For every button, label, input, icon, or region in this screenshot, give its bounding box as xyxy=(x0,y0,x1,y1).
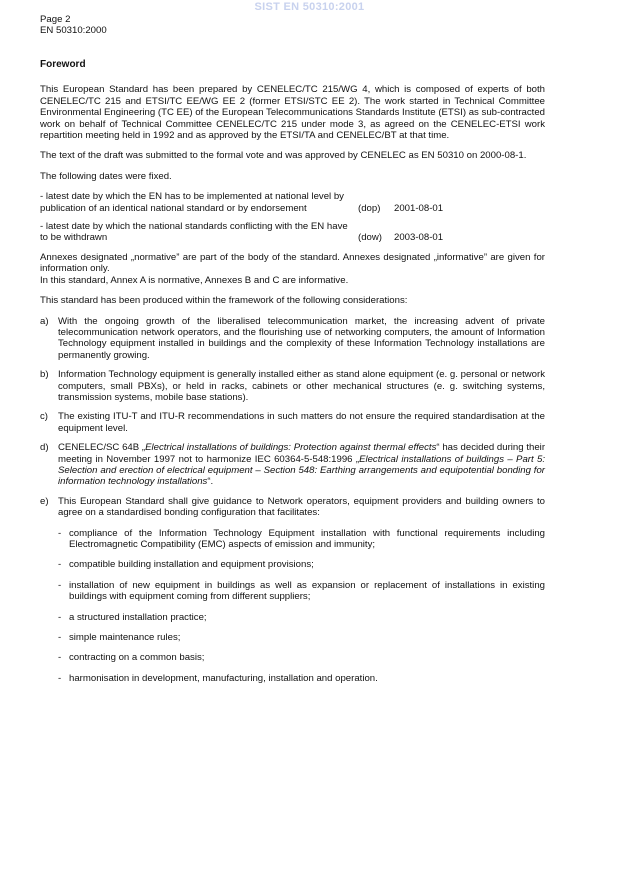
date-row xyxy=(40,221,545,244)
sub-item-text: a structured installation practice; xyxy=(69,611,207,623)
document-id: EN 50310:2000 xyxy=(40,25,107,36)
sub-list-item xyxy=(58,559,545,570)
sub-list-item xyxy=(58,632,545,643)
dash-bullet: - xyxy=(58,579,62,591)
sub-list xyxy=(58,528,545,685)
item-label: d) xyxy=(40,442,49,454)
sub-item-text: compliance of the Information Technology Equipment installation with functional requirements including Electromagnetic Compatibility (EMC) aspects of emission and immunity; xyxy=(69,527,545,550)
date-value: 2003-08-01 xyxy=(394,232,444,244)
item-text: Information Technology equipment is generally installed either as stand alone equipment (e. g. personal or network computers, small PBXs), or held in racks, cabinets or other mechanical structures (e. g. switching systems, transmission systems, mobile base stations). xyxy=(58,369,545,403)
sub-item-text: installation of new equipment in buildings as well as expansion or replacement of installations in existing buildings with equipment coming from different suppliers; xyxy=(69,579,545,603)
item-text: With the ongoing growth of the liberalised telecommunication market, the increasing advent of private telecommunication network operators, and the flourishing use of networking computers, the amount of Information Technology equipment installed in buildings and the complexity of these Information Technology installations are permanently growing. xyxy=(58,315,545,361)
sub-list-item xyxy=(58,580,545,603)
item-label: e) xyxy=(40,495,49,507)
considerations-intro: This standard has been produced within the framework of the following considerations: xyxy=(40,295,408,307)
sub-item-text: compatible building installation and equipment provisions; xyxy=(69,559,314,571)
date-description: - latest date by which the national standards conflicting with the EN have to be withdrawn xyxy=(40,221,348,244)
list-item xyxy=(40,369,545,403)
dash-bullet: - xyxy=(58,672,62,684)
item-text xyxy=(58,496,545,693)
date-row xyxy=(40,191,545,214)
watermark: SIST EN 50310:2001 xyxy=(254,1,365,13)
vote-paragraph: The text of the draft was submitted to the formal vote and was approved by CENELEC as EN 50310 on 2000-08-1. xyxy=(40,150,527,162)
dates-table xyxy=(40,191,545,244)
page-header xyxy=(40,14,545,36)
date-description: - latest date by which the EN has to be implemented at national level by publication of an identical national standard or by endorsement xyxy=(40,191,344,214)
date-value: 2001-08-01 xyxy=(394,202,444,214)
sub-item-text: contracting on a common basis; xyxy=(69,652,205,664)
dash-bullet: - xyxy=(58,652,62,664)
dash-bullet: - xyxy=(58,527,62,539)
list-item xyxy=(40,496,545,693)
intro-paragraph: This European Standard has been prepared by CENELEC/TC 215/WG 4, which is composed of experts of both CENELEC/TC 215 and ETSI/TC EE/WG EE 2 (former ETSI/STC EE 2). The work started in Technical Committee Environmental Engineering (TC EE) of the European Telecommunications Standards Institute (ETSI) as sub-contracted work on behalf of Technical Committee CENELEC/TC 215 under mode 3, as agreed on the CENELEC-ETSI work repartition meeting held in 1992 and as approved by the ETSI/TA and CENELEC/BT at that time. xyxy=(40,84,545,142)
sub-list-item xyxy=(58,673,545,684)
item-label: c) xyxy=(40,411,48,423)
item-text xyxy=(58,442,545,488)
sub-list-item xyxy=(58,652,545,663)
sub-item-text: harmonisation in development, manufacturing, installation and operation. xyxy=(69,672,378,684)
item-text-italic: Electrical installations of buildings: Protection against thermal effects xyxy=(145,442,437,454)
dash-bullet: - xyxy=(58,611,62,623)
list-item xyxy=(40,316,545,362)
sub-list-item xyxy=(58,528,545,551)
annex-note-detail: In this standard, Annex A is normative, Annexes B and C are informative. xyxy=(40,274,349,286)
sub-list-item xyxy=(58,612,545,623)
item-label: b) xyxy=(40,369,49,381)
date-code: (dow) xyxy=(358,232,382,244)
annex-note: Annexes designated „normative” are part of the body of the standard. Annexes designated „informative” are given for information only. xyxy=(40,251,545,275)
dash-bullet: - xyxy=(58,632,62,644)
dates-intro: The following dates were fixed. xyxy=(40,170,172,182)
page-number: Page 2 xyxy=(40,14,71,25)
item-text-part: CENELEC/SC 64B „ xyxy=(58,442,146,454)
item-text: The existing ITU-T and ITU-R recommendations in such matters do not ensure the required standardisation at the equipment level. xyxy=(58,411,545,434)
list-item xyxy=(40,411,545,434)
item-text-intro: This European Standard shall give guidance to Network operators, equipment providers and building owners to agree on a standardised bonding configuration that facilitates: xyxy=(58,495,545,519)
list-item xyxy=(40,442,545,488)
item-text-italic: Electrical installations of buildings – Part 5: Selection and erection of electrical equipment – Section 548: Earthing arrangements and equipotential bonding for information technology installations xyxy=(58,453,545,488)
item-text-part: “. xyxy=(207,476,214,488)
date-code: (dop) xyxy=(358,202,381,214)
item-label: a) xyxy=(40,315,49,327)
document-page xyxy=(40,14,545,701)
section-title: Foreword xyxy=(40,59,86,70)
dash-bullet: - xyxy=(58,559,62,571)
considerations-list xyxy=(40,316,545,694)
sub-item-text: simple maintenance rules; xyxy=(69,632,181,644)
item-text-part: “ has decided during their meeting in November 1997 not to harmonize IEC 60364-5-548:1996 „ xyxy=(58,442,546,465)
